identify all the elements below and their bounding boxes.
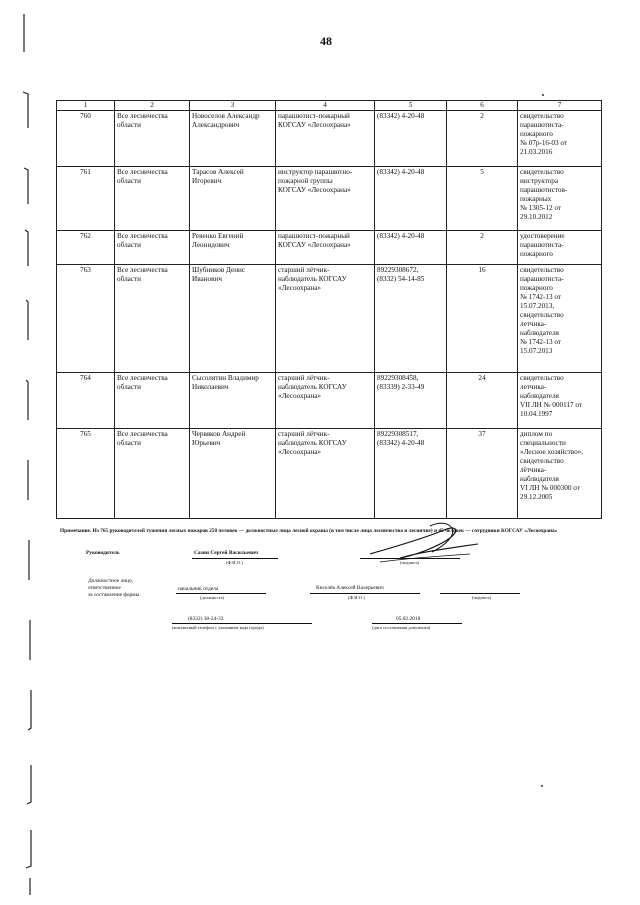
document-date: 05.02.2018 — [396, 616, 421, 622]
responsible-name: Киселёв Алексей Валерьевич — [316, 585, 384, 591]
position-cell: старший лётчик- наблюдатель КОГСАУ «Лесоохрана» — [276, 429, 375, 519]
forestry-cell: Все лесничества области — [115, 231, 190, 265]
table-row — [57, 373, 602, 429]
experience-cell: 2 — [447, 111, 518, 167]
experience-cell: 37 — [447, 429, 518, 519]
table-header-row — [57, 101, 602, 111]
page-number: 48 — [320, 34, 332, 48]
records-table — [56, 100, 602, 519]
position-line — [176, 593, 266, 594]
responsible-name-line — [310, 593, 420, 594]
table-row — [57, 429, 602, 519]
column-header: 1 — [57, 101, 115, 111]
date-line — [372, 623, 462, 624]
document-cell: свидетельство парашютиста- пожарного № 07р-16-03 от 21.03.2016 — [518, 111, 602, 167]
experience-cell: 16 — [447, 265, 518, 373]
position-caption: (должность) — [200, 595, 225, 600]
document-cell: удостоверение парашютиста- пожарного — [518, 231, 602, 265]
responsible-label-3: за составление формы — [88, 592, 140, 598]
contact-phone: (8332) 38-24-33 — [188, 616, 224, 622]
column-header: 6 — [447, 101, 518, 111]
responsible-label-1: Должностное лицо, — [88, 578, 134, 584]
person-name-cell: Ревенко Евгений Леонидович — [190, 231, 276, 265]
column-header: 5 — [375, 101, 447, 111]
head-name: Сазин Сергей Васильевич — [194, 550, 259, 556]
phone-cell: (83342) 4-20-48 — [375, 167, 447, 231]
scan-speck — [541, 785, 543, 787]
experience-cell: 24 — [447, 373, 518, 429]
document-cell: свидетельство парашютиста- пожарного № 1742-13 от 15.07.2013, свидетельство летчика- наблюдателя № 1742-13 от 15.07.2013 — [518, 265, 602, 373]
head-name-line — [192, 558, 278, 559]
person-name-cell: Шубников Денис Иванович — [190, 265, 276, 373]
signature-block — [60, 548, 605, 648]
head-label: Руководитель — [86, 550, 120, 556]
date-caption: (дата составления документа) — [372, 625, 431, 630]
experience-cell: 5 — [447, 167, 518, 231]
person-name-cell: Новоселов Александр Александрович — [190, 111, 276, 167]
person-name-cell: Червяков Андрей Юрьевич — [190, 429, 276, 519]
column-header: 4 — [276, 101, 375, 111]
table-note: Примечание. Из 765 руководителей тушения лесных пожаров 250 человек — должностные лица лесной охраны (в том числе лица лесничества и лесничие) и 45 человек — сотрудники КОГСАУ «Лесоохрана» — [60, 528, 558, 534]
position-cell: парашютист-пожарный КОГСАУ «Лесоохрана» — [276, 231, 375, 265]
phone-cell: (83342) 4-20-48 — [375, 231, 447, 265]
person-name-cell: Сысолятин Владимир Николаевич — [190, 373, 276, 429]
responsible-signature-caption: (подпись) — [472, 595, 492, 600]
responsible-label-2: ответственное — [88, 585, 121, 591]
fio-caption: (Ф.И.О.) — [226, 560, 243, 565]
person-name-cell: Тарасов Алексей Игоревич — [190, 167, 276, 231]
forestry-cell: Все лесничества области — [115, 265, 190, 373]
table-row — [57, 167, 602, 231]
document-cell: диплом по специальности «Лесное хозяйство», свидетельство лётчика- наблюдателя VI ЛН № 000300 от 29.12.2005 — [518, 429, 602, 519]
table-row — [57, 111, 602, 167]
forestry-cell: Все лесничества области — [115, 429, 190, 519]
table-row — [57, 265, 602, 373]
phone-cell: 89229308458, (83339) 2-33-49 — [375, 373, 447, 429]
phone-caption: (контактный телефон с указанием кода города) — [172, 625, 264, 630]
forestry-cell: Все лесничества области — [115, 167, 190, 231]
position-cell: инструктор парашютно- пожарной группы КОГСАУ «Лесоохрана» — [276, 167, 375, 231]
experience-cell: 2 — [447, 231, 518, 265]
signature-caption: (подпись) — [400, 560, 420, 565]
row-number: 765 — [57, 429, 115, 519]
phone-cell: 89229308517, (83342) 4-20-48 — [375, 429, 447, 519]
responsible-fio-caption: (Ф.И.О.) — [348, 595, 365, 600]
responsible-position: начальник отдела — [178, 586, 219, 592]
phone-cell: (83342) 4-20-48 — [375, 111, 447, 167]
column-header: 2 — [115, 101, 190, 111]
row-number: 763 — [57, 265, 115, 373]
table-row — [57, 231, 602, 265]
row-number: 762 — [57, 231, 115, 265]
document-cell: свидетельство инструктора парашютистов- пожарных № 1305-12 от 29.10.2012 — [518, 167, 602, 231]
forestry-cell: Все лесничества области — [115, 373, 190, 429]
forestry-cell: Все лесничества области — [115, 111, 190, 167]
row-number: 764 — [57, 373, 115, 429]
head-signature-line — [360, 558, 460, 559]
responsible-signature-line — [440, 593, 520, 594]
position-cell: старший лётчик- наблюдатель КОГСАУ «Лесоохрана» — [276, 265, 375, 373]
phone-cell: 89229308672, (8332) 54-14-85 — [375, 265, 447, 373]
position-cell: парашютист-пожарный КОГСАУ «Лесоохрана» — [276, 111, 375, 167]
phone-line — [172, 623, 312, 624]
column-header: 7 — [518, 101, 602, 111]
handwritten-signature — [360, 518, 490, 568]
document-cell: свидетельство летчика- наблюдателя VII ЛН № 000117 от 10.04.1997 — [518, 373, 602, 429]
column-header: 3 — [190, 101, 276, 111]
scan-speck — [542, 94, 544, 96]
position-cell: старший лётчик- наблюдатель КОГСАУ «Лесоохрана» — [276, 373, 375, 429]
row-number: 761 — [57, 167, 115, 231]
row-number: 760 — [57, 111, 115, 167]
binding-marks — [18, 0, 38, 905]
